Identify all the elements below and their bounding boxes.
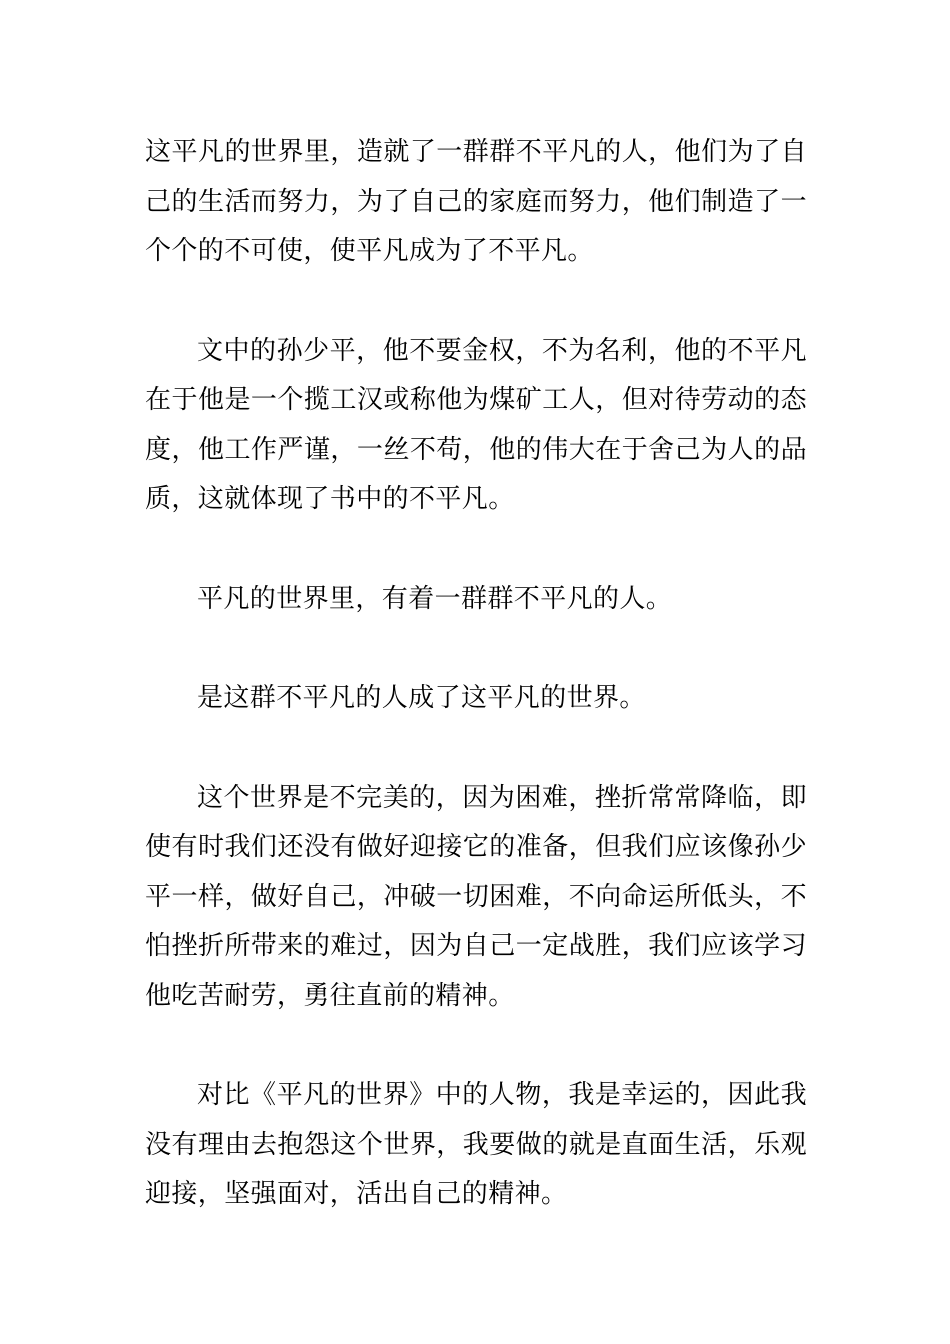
paragraph-2: 文中的孙少平，他不要金权，不为名利，他的不平凡在于他是一个揽工汉或称他为煤矿工人，但对待劳动的态度，他工作严谨，一丝不苟，他的伟大在于舍己为人的品质，这就体现了书中的不平凡。 [145,335,807,514]
paragraph-3: 平凡的世界里，有着一群群不平凡的人。 [197,583,673,614]
paragraph-4: 是这群不平凡的人成了这平凡的世界。 [197,683,646,713]
paragraph-1: 这平凡的世界里，造就了一群群不平凡的人，他们为了自己的生活而努力，为了自己的家庭而努力，他们制造了一个个的不可使，使平凡成为了不平凡。 [145,137,807,266]
paragraph-5: 这个世界是不完美的，因为困难，挫折常常降临，即使有时我们还没有做好迎接它的准备，但我们应该像孙少平一样，做好自己，冲破一切困难，不向命运所低头，不怕挫折所带来的难过，因为自己一定战胜，我们应该学习他吃苦耐劳，勇往直前的精神。 [145,782,807,1011]
paragraph-6: 对比《平凡的世界》中的人物，我是幸运的，因此我没有理由去抱怨这个世界，我要做的就是直面生活，乐观迎接，坚强面对，活出自己的精神。 [145,1080,807,1209]
document-page [145,128,807,1270]
